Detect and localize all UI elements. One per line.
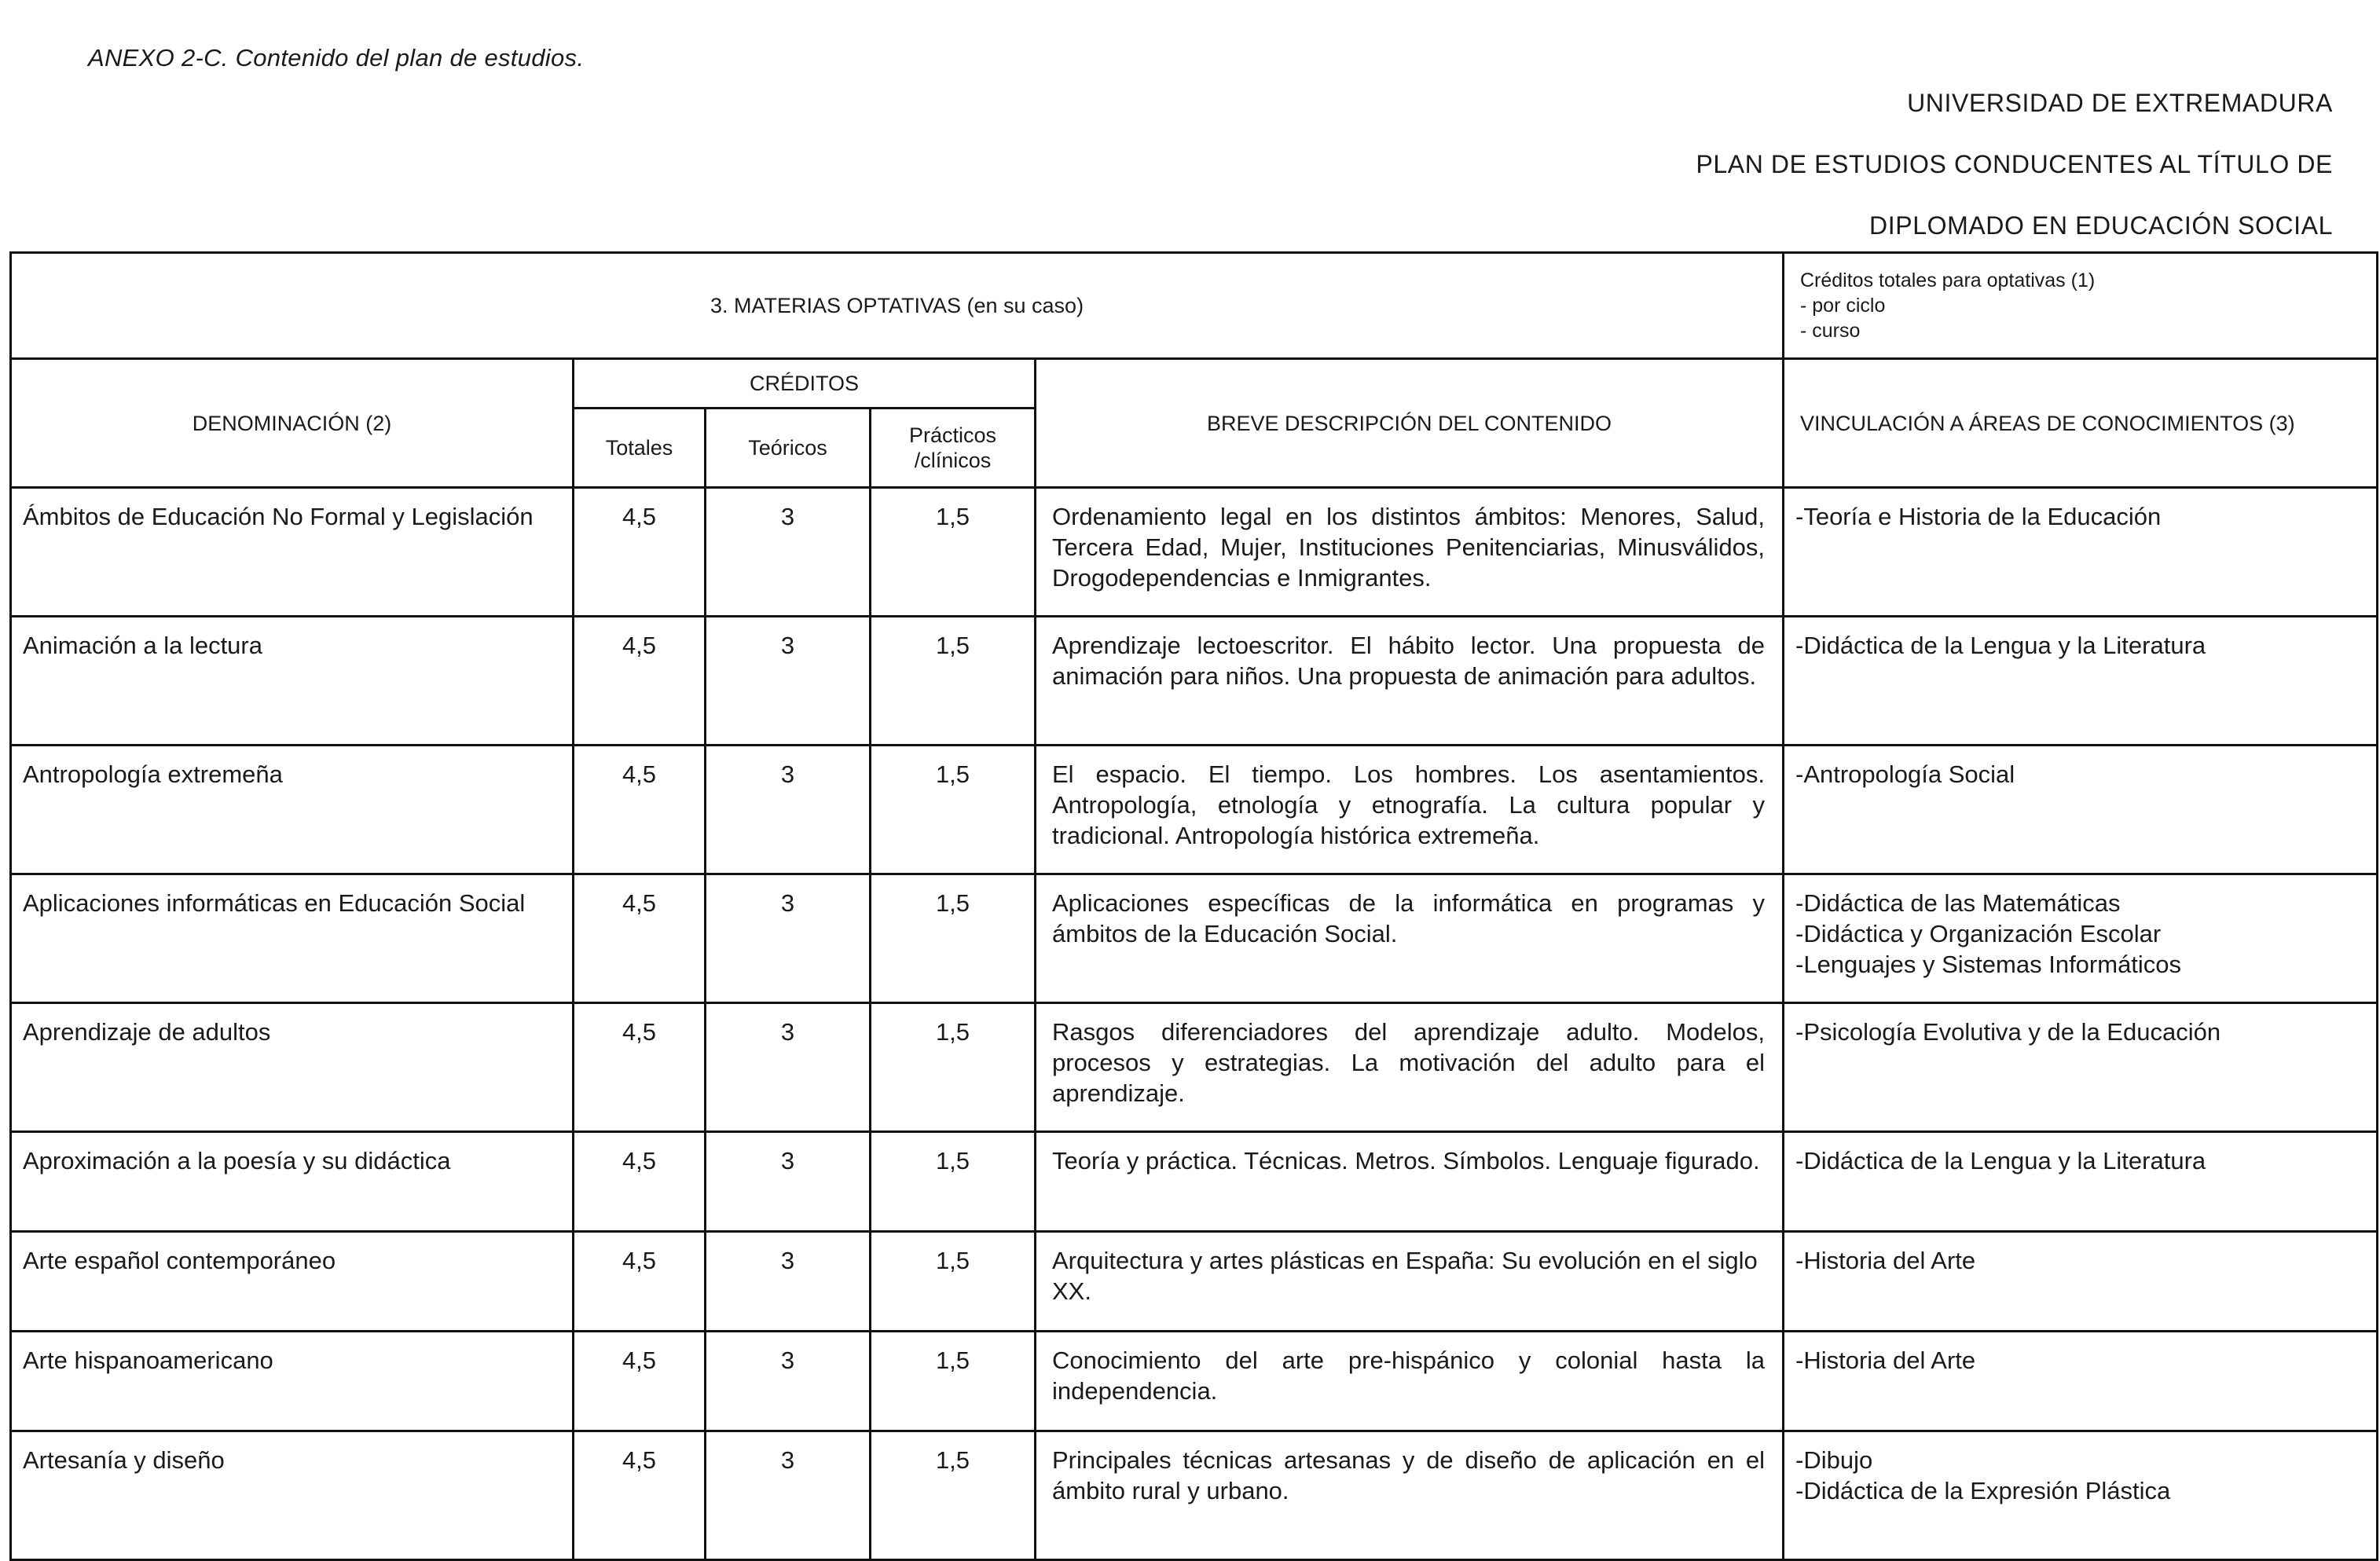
credits-totales: 4,5 bbox=[574, 1132, 706, 1232]
credits-teoricos: 3 bbox=[706, 1132, 871, 1232]
credits-totales: 4,5 bbox=[574, 1232, 706, 1332]
optional-subjects-table bbox=[9, 251, 2378, 1561]
subject-description: Rasgos diferenciadores del aprendizaje adulto. Modelos, procesos y estrategias. La motivación del adulto para el aprendizaje. bbox=[1036, 1003, 1784, 1132]
table-row bbox=[11, 874, 2378, 1003]
knowledge-area: -Didáctica de la Lengua y la Literatura bbox=[1795, 1147, 2206, 1174]
document-header bbox=[1696, 72, 2333, 256]
table-row bbox=[11, 1132, 2378, 1232]
subject-name: Antropología extremeña bbox=[11, 746, 574, 874]
header-descripcion: BREVE DESCRIPCIÓN DEL CONTENIDO bbox=[1036, 359, 1784, 488]
credits-totales: 4,5 bbox=[574, 488, 706, 617]
subject-description: Conocimiento del arte pre-hispánico y colonial hasta la independencia. bbox=[1036, 1332, 1784, 1431]
subject-description: Ordenamiento legal en los distintos ámbitos: Menores, Salud, Tercera Edad, Mujer, Instituciones Penitenciarias, Minusválidos, Drogodependencias e Inmigrantes. bbox=[1036, 488, 1784, 617]
knowledge-areas bbox=[1784, 1003, 2378, 1132]
credits-practicos: 1,5 bbox=[871, 746, 1036, 874]
header-totales: Totales bbox=[574, 409, 706, 488]
knowledge-area: -Antropología Social bbox=[1795, 760, 2015, 788]
degree-title: DIPLOMADO EN EDUCACIÓN SOCIAL bbox=[1869, 211, 2333, 240]
credits-practicos: 1,5 bbox=[871, 874, 1036, 1003]
credits-practicos: 1,5 bbox=[871, 1431, 1036, 1560]
knowledge-area: -Lenguajes y Sistemas Informáticos bbox=[1795, 951, 2182, 978]
subject-name: Arte hispanoamericano bbox=[11, 1332, 574, 1431]
header-creditos: CRÉDITOS bbox=[574, 359, 1036, 409]
knowledge-area: -Historia del Arte bbox=[1795, 1347, 1976, 1374]
header-teoricos: Teóricos bbox=[706, 409, 871, 488]
table-row bbox=[11, 1232, 2378, 1332]
header-practicos: Prácticos /clínicos bbox=[871, 409, 1036, 488]
credits-teoricos: 3 bbox=[706, 617, 871, 746]
subject-description: Arquitectura y artes plásticas en España: Su evolución en el siglo XX. bbox=[1036, 1232, 1784, 1332]
credits-teoricos: 3 bbox=[706, 1431, 871, 1560]
credits-total-cell bbox=[1784, 253, 2378, 359]
credits-practicos: 1,5 bbox=[871, 1332, 1036, 1431]
knowledge-area: -Psicología Evolutiva y de la Educación bbox=[1795, 1018, 2221, 1046]
knowledge-areas bbox=[1784, 874, 2378, 1003]
knowledge-areas bbox=[1784, 1232, 2378, 1332]
knowledge-area: -Didáctica de la Expresión Plástica bbox=[1795, 1477, 2171, 1504]
subject-name: Aprendizaje de adultos bbox=[11, 1003, 574, 1132]
credits-practicos: 1,5 bbox=[871, 1132, 1036, 1232]
credits-practicos: 1,5 bbox=[871, 1003, 1036, 1132]
credits-teoricos: 3 bbox=[706, 874, 871, 1003]
credits-totales: 4,5 bbox=[574, 1003, 706, 1132]
subject-description: Principales técnicas artesanas y de diseño de aplicación en el ámbito rural y urbano. bbox=[1036, 1431, 1784, 1560]
knowledge-areas bbox=[1784, 488, 2378, 617]
credits-teoricos: 3 bbox=[706, 1332, 871, 1431]
table-row bbox=[11, 617, 2378, 746]
credits-practicos: 1,5 bbox=[871, 1232, 1036, 1332]
university-name: UNIVERSIDAD DE EXTREMADURA bbox=[1907, 89, 2333, 117]
knowledge-area: -Historia del Arte bbox=[1795, 1247, 1976, 1274]
table-row bbox=[11, 1431, 2378, 1560]
knowledge-areas bbox=[1784, 1132, 2378, 1232]
credits-practicos: 1,5 bbox=[871, 617, 1036, 746]
credits-practicos: 1,5 bbox=[871, 488, 1036, 617]
subject-description: Teoría y práctica. Técnicas. Metros. Símbolos. Lenguaje figurado. bbox=[1036, 1132, 1784, 1232]
table-row bbox=[11, 1003, 2378, 1132]
subject-description: Aplicaciones específicas de la informática en programas y ámbitos de la Educación Social. bbox=[1036, 874, 1784, 1003]
credits-teoricos: 3 bbox=[706, 1232, 871, 1332]
credits-teoricos: 3 bbox=[706, 1003, 871, 1132]
subject-name: Artesanía y diseño bbox=[11, 1431, 574, 1560]
table-title: 3. MATERIAS OPTATIVAS (en su caso) bbox=[11, 253, 1784, 359]
subject-name: Aplicaciones informáticas en Educación Social bbox=[11, 874, 574, 1003]
credits-per-course: - curso bbox=[1800, 320, 1861, 342]
subject-name: Animación a la lectura bbox=[11, 617, 574, 746]
credits-totales: 4,5 bbox=[574, 746, 706, 874]
credits-totales: 4,5 bbox=[574, 874, 706, 1003]
subject-description: El espacio. El tiempo. Los hombres. Los asentamientos. Antropología, etnología y etnografía. La cultura popular y tradicional. Antropología histórica extremeña. bbox=[1036, 746, 1784, 874]
knowledge-area: -Didáctica de las Matemáticas bbox=[1795, 889, 2121, 917]
credits-teoricos: 3 bbox=[706, 746, 871, 874]
subject-description: Aprendizaje lectoescritor. El hábito lector. Una propuesta de animación para niños. Una propuesta de animación para adultos. bbox=[1036, 617, 1784, 746]
knowledge-areas bbox=[1784, 1332, 2378, 1431]
subject-name: Arte español contemporáneo bbox=[11, 1232, 574, 1332]
knowledge-area: -Didáctica de la Lengua y la Literatura bbox=[1795, 632, 2206, 659]
header-denominacion: DENOMINACIÓN (2) bbox=[11, 359, 574, 488]
table-row bbox=[11, 746, 2378, 874]
knowledge-area: -Teoría e Historia de la Educación bbox=[1795, 503, 2162, 530]
subject-name: Aproximación a la poesía y su didáctica bbox=[11, 1132, 574, 1232]
credits-totales: 4,5 bbox=[574, 1332, 706, 1431]
annex-title: ANEXO 2-C. Contenido del plan de estudios. bbox=[88, 44, 585, 71]
credits-totales: 4,5 bbox=[574, 617, 706, 746]
credits-total-label: Créditos totales para optativas (1) bbox=[1800, 269, 2096, 291]
subject-name: Ámbitos de Educación No Formal y Legislación bbox=[11, 488, 574, 617]
table-row bbox=[11, 1332, 2378, 1431]
knowledge-areas bbox=[1784, 746, 2378, 874]
header-vinculacion: VINCULACIÓN A ÁREAS DE CONOCIMIENTOS (3) bbox=[1784, 359, 2378, 488]
knowledge-area: -Didáctica y Organización Escolar bbox=[1795, 920, 2162, 947]
credits-teoricos: 3 bbox=[706, 488, 871, 617]
knowledge-areas bbox=[1784, 617, 2378, 746]
plan-title: PLAN DE ESTUDIOS CONDUCENTES AL TÍTULO DE bbox=[1696, 150, 2333, 178]
knowledge-areas bbox=[1784, 1431, 2378, 1560]
credits-per-cycle: - por ciclo bbox=[1800, 295, 1886, 317]
knowledge-area: -Dibujo bbox=[1795, 1446, 1873, 1474]
table-row bbox=[11, 488, 2378, 617]
credits-totales: 4,5 bbox=[574, 1431, 706, 1560]
